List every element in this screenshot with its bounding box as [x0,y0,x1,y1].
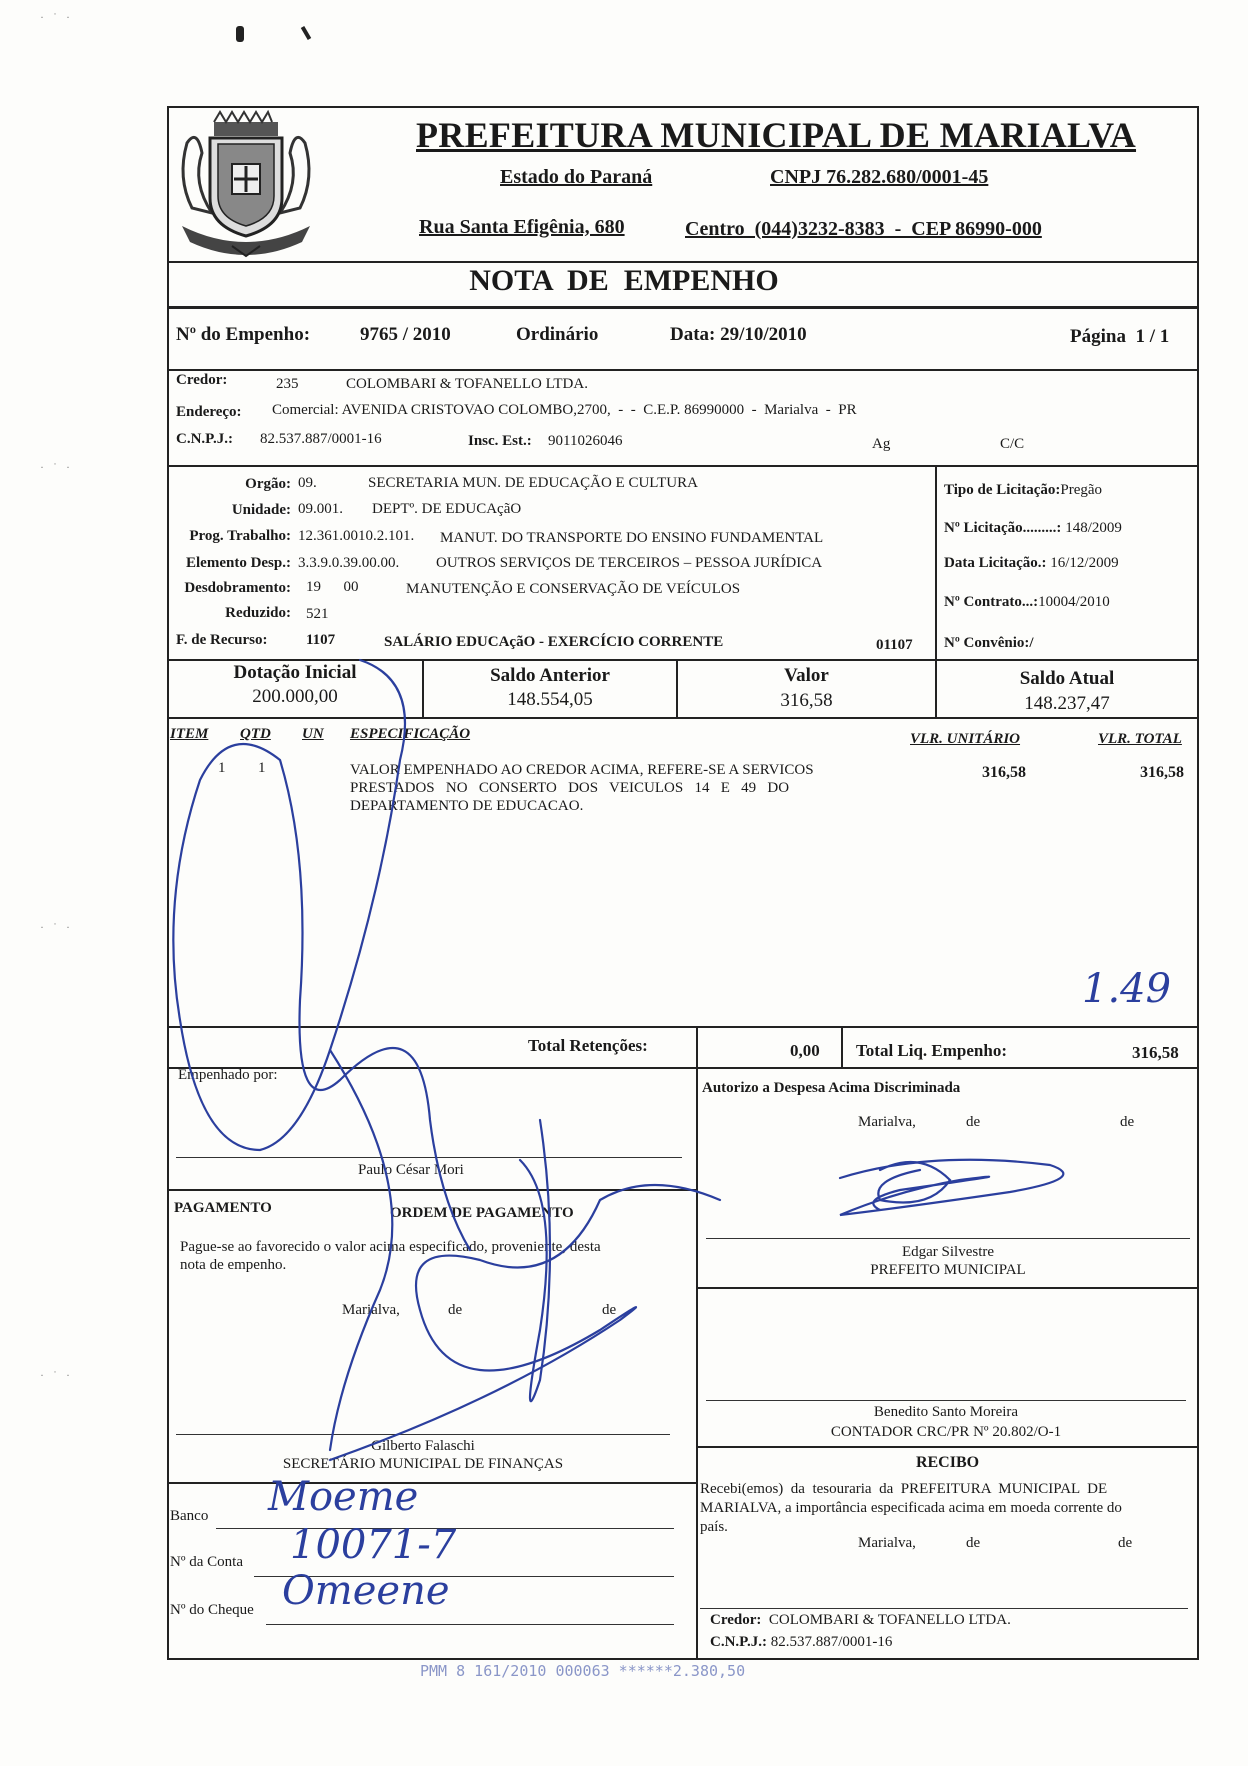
recibo-cnpj-label: C.N.P.J.: [710,1634,767,1650]
elemento-name: OUTROS SERVIÇOS DE TERCEIROS – PESSOA JURÍDICA [436,555,823,571]
credor-cnpj: 82.537.887/0001-16 [260,431,382,447]
licitacao-data [944,555,1119,572]
empenho-number: 9765 / 2010 [360,324,451,345]
state-name: Estado do Paraná [500,166,653,188]
unidade-code: 09.001. [298,501,343,517]
divider [696,1287,1199,1289]
recibo-cnpj-value: 82.537.887/0001-16 [770,1634,893,1650]
scan-mark [301,26,311,40]
cnpj-label: C.N.P.J.: [176,431,233,447]
unidade-label: Unidade: [231,502,291,518]
divider [696,1067,698,1660]
saldo-atual-label: Saldo Atual [1019,668,1115,689]
scan-speck: · ˙ · [40,10,73,24]
scan-mark [236,26,244,42]
ag-label: Ag [872,436,891,452]
conta-value: 10071-7 [290,1522,457,1568]
autorizo-label: Autorizo a Despesa Acima Discriminada [702,1080,961,1096]
credor-endereco: Comercial: AVENIDA CRISTOVAO COLOMBO,2700, - - C.E.P. 86990000 - Marialva - PR [272,402,857,418]
col-vlr-unitario: VLR. UNITÁRIO [910,731,1021,747]
scan-speck: · ˙ · [40,1368,73,1382]
divider [935,465,937,660]
page-title: PREFEITURA MUNICIPAL DE MARIALVA [416,115,1137,155]
saldo-atual-value: 148.237,47 [1024,693,1110,714]
recurso-num: 01107 [876,637,913,653]
municipal-coat-of-arms [172,108,320,258]
valor-label: Valor [784,665,829,686]
reduzido-label: Reduzido: [225,605,291,621]
signature-line [176,1434,670,1435]
licitacao-tipo-label: Tipo de Licitação: [944,482,1061,498]
pagamento-name: Gilberto Falaschi [371,1438,475,1454]
divider [696,1446,1199,1448]
divider [167,261,1199,263]
valor-value: 316,58 [780,690,833,711]
handwritten-note: 1.49 [1082,966,1172,1012]
scan-speck: · ˙ · [40,920,73,934]
recibo-credor-value: COLOMBARI & TOFANELLO LTDA. [768,1612,1011,1628]
recurso-code: 1107 [306,632,336,648]
endereco-label: Endereço: [176,404,242,420]
pagamento-de2: de [602,1302,617,1318]
unidade-name: DEPTº. DE EDUCAçãO [372,501,522,517]
recibo-credor [710,1612,1011,1629]
item-vlr-total: 316,58 [1140,764,1184,781]
pagamento-text-line1: Pague-se ao favorecido o valor acima especificado, proveniente, desta [180,1239,601,1255]
licitacao-contrato-value: 10004/2010 [1038,594,1110,610]
contador-name: Benedito Santo Moreira [873,1404,1019,1420]
credor-name: COLOMBARI & TOFANELLO LTDA. [346,376,588,392]
licitacao-numero-label: Nº Licitação.........: [944,520,1062,536]
insc-label: Insc. Est.: [468,433,532,449]
autorizo-name: Edgar Silvestre [901,1244,995,1260]
divider [167,369,1199,371]
divider [167,1026,1199,1028]
recibo-text-line1: Recebi(emos) da tesouraria da PREFEITURA MUNICIPAL DE [700,1481,1108,1497]
footer-stamp: PMM 8 161/2010 000063 ******2.380,50 [420,1662,746,1680]
banco-label: Banco [170,1508,209,1524]
item-number: 1 [218,760,226,776]
licitacao-data-value: 16/12/2009 [1050,555,1119,571]
empenho-label: Nº do Empenho: [176,324,311,345]
desdobramento-name: MANUTENÇÃO E CONSERVAÇÃO DE VEÍCULOS [406,581,741,597]
desdobramento-code: 19 00 [306,579,359,595]
licitacao-data-label: Data Licitação.: [944,555,1047,571]
orgao-name: SECRETARIA MUN. DE EDUCAÇÃO E CULTURA [368,475,698,491]
prog-code: 12.361.0010.2.101. [298,528,415,544]
divider [167,717,1199,719]
licitacao-tipo-value: Pregão [1060,482,1103,498]
autorizo-role: PREFEITO MUNICIPAL [870,1262,1026,1278]
licitacao-numero-value: 148/2009 [1065,520,1122,536]
divider [167,1067,1199,1069]
cheque-line [266,1624,674,1625]
autorizo-de2: de [1120,1114,1135,1130]
recibo-cnpj [710,1634,892,1651]
divider [167,465,1199,467]
licitacao-convenio: Nº Convênio:/ [944,635,1034,651]
doc-title: NOTA DE EMPENHO [469,264,779,297]
licitacao-contrato [944,594,1110,611]
cheque-label: Nº do Cheque [170,1602,254,1618]
recibo-text-line3: país. [700,1519,728,1535]
cheque-value: Omeene [282,1568,450,1614]
recibo-text-line2: MARIALVA, a importância especificada acima em moeda corrente do [700,1500,1122,1516]
col-qtd: QTD [240,726,271,742]
divider [167,659,1199,661]
empenho-date: Data: 29/10/2010 [670,324,807,345]
signature-line [700,1608,1188,1609]
autorizo-de1: de [966,1114,981,1130]
divider [167,1189,696,1191]
recurso-label: F. de Recurso: [176,632,268,648]
desdobramento-label: Desdobramento: [184,580,291,596]
saldo-anterior-label: Saldo Anterior [490,665,610,686]
pagamento-label: PAGAMENTO [174,1200,272,1216]
recurso-name: SALÁRIO EDUCAçãO - EXERCÍCIO CORRENTE [384,634,724,650]
recibo-credor-label: Credor: [710,1612,762,1628]
item-espec-line3: DEPARTAMENTO DE EDUCACAO. [350,798,584,814]
empenhado-label: Empenhado por: [178,1067,278,1083]
contador-role: CONTADOR CRC/PR Nº 20.802/O-1 [830,1424,1062,1440]
pagamento-de1: de [448,1302,463,1318]
banco-value: Moeme [268,1474,419,1520]
credor-insc: 9011026046 [548,433,623,449]
retencoes-value: 0,00 [790,1041,820,1060]
conta-label: Nº da Conta [170,1554,243,1570]
col-un: UN [302,726,324,742]
orgao-code: 09. [298,475,317,491]
ordem-label: ORDEM DE PAGAMENTO [390,1205,574,1221]
pagamento-place: Marialva, [342,1302,400,1318]
elemento-label: Elemento Desp.: [186,555,291,571]
scan-speck: · ˙ · [40,460,73,474]
col-item: ITEM [170,726,209,742]
retencoes-label: Total Retenções: [528,1036,648,1055]
prog-label: Prog. Trabalho: [189,528,291,544]
item-qtd: 1 [258,760,266,776]
recibo-de1: de [966,1535,981,1551]
recibo-de2: de [1118,1535,1133,1551]
elemento-code: 3.3.9.0.39.00.00. [298,555,400,571]
item-espec-line1: VALOR EMPENHADO AO CREDOR ACIMA, REFERE-SE A SERVICOS [350,762,814,778]
orgao-label: Orgão: [245,476,291,492]
page-number: Página 1 / 1 [1070,326,1170,347]
licitacao-contrato-label: Nº Contrato...: [944,594,1039,610]
dotacao-label: Dotação Inicial [233,662,357,683]
signature-line [706,1238,1190,1239]
divider [167,306,1199,309]
recibo-title: RECIBO [915,1454,980,1471]
col-vlr-total: VLR. TOTAL [1098,731,1182,747]
autorizo-place: Marialva, [858,1114,916,1130]
empenho-type: Ordinário [516,324,599,345]
total-liq-label: Total Liq. Empenho: [856,1041,1007,1060]
total-liq-value: 316,58 [1132,1043,1179,1062]
item-espec-line2: PRESTADOS NO CONSERTO DOS VEICULOS 14 E 49 DO [350,780,790,796]
licitacao-numero [944,520,1122,537]
reduzido-value: 521 [306,606,329,622]
recibo-place: Marialva, [858,1535,916,1551]
signature-line [706,1400,1186,1401]
divider [167,1482,696,1484]
empenhado-name: Paulo César Mori [358,1162,464,1178]
dotacao-value: 200.000,00 [252,686,338,707]
credor-code: 235 [276,376,299,392]
header-address: Rua Santa Efigênia, 680 [419,216,625,238]
signature-line [176,1157,682,1158]
cc-label: C/C [1000,436,1025,452]
divider [696,1026,698,1068]
licitacao-tipo [944,482,1102,499]
header-cnpj: CNPJ 76.282.680/0001-45 [770,166,989,188]
item-vlr-unitario: 316,58 [982,764,1026,781]
pagamento-role: SECRETÁRIO MUNICIPAL DE FINANÇAS [282,1456,564,1472]
pagamento-text-line2: nota de empenho. [180,1257,287,1273]
col-especificacao: ESPECIFICAÇÃO [350,726,471,742]
header-contact: Centro (044)3232-8383 - CEP 86990-000 [685,218,1042,240]
credor-label: Credor: [176,372,228,388]
divider [841,1026,843,1068]
saldo-anterior-value: 148.554,05 [507,689,593,710]
prog-name: MANUT. DO TRANSPORTE DO ENSINO FUNDAMENTAL [440,530,824,546]
